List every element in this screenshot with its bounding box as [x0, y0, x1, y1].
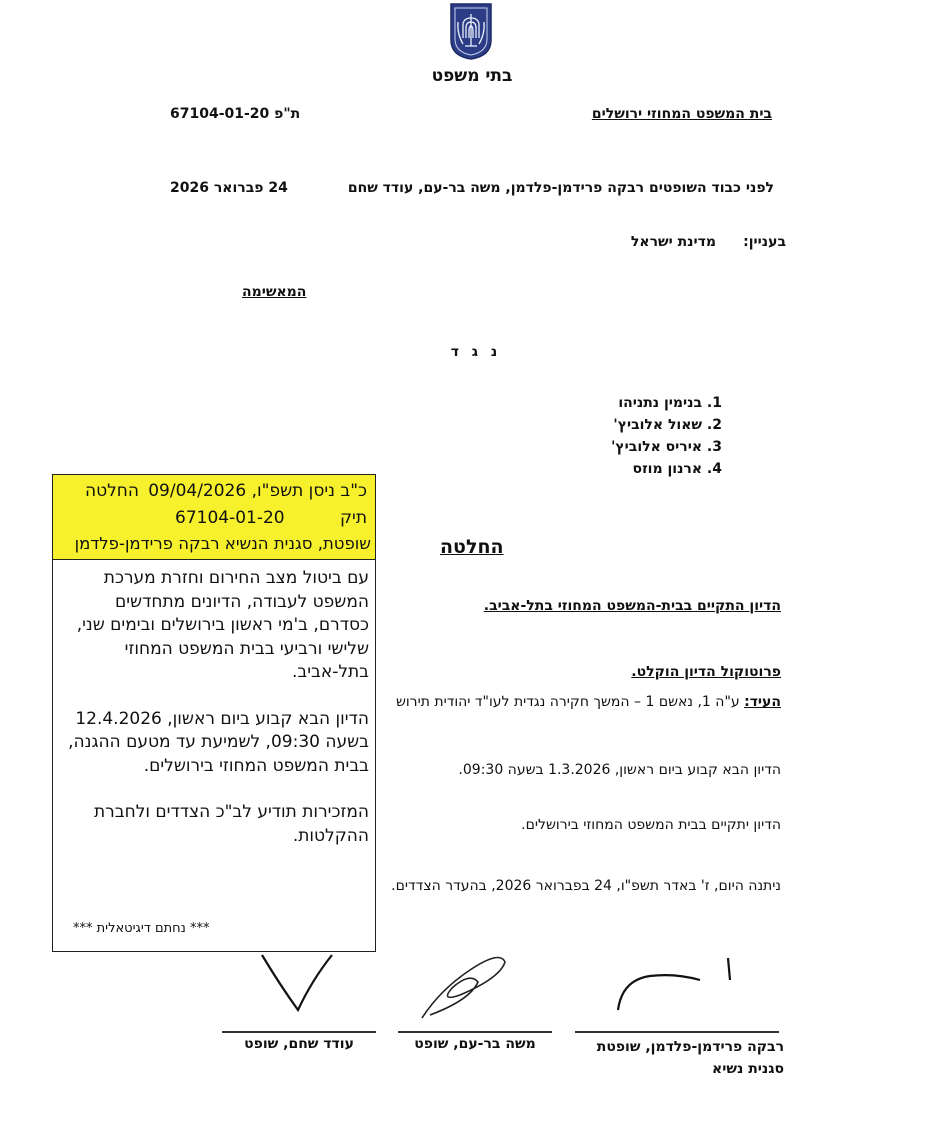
- handwritten-signatures: [0, 940, 944, 1035]
- judges-line: לפני כבוד השופטים רבקה פרידמן-פלדמן, משה בר-עם, עודד שחם: [347, 180, 774, 196]
- list-item: 4. ארנון מוזס: [632, 461, 722, 477]
- overlay-header: [53, 475, 375, 560]
- accuser-label: המאשימה: [242, 284, 307, 300]
- decision-title: החלטה: [440, 536, 504, 558]
- matter-value: מדינת ישראל: [630, 234, 716, 250]
- signature-judge-3: עודד שחם, שופט: [244, 1036, 354, 1052]
- list-item: 2. שאול אלוביץ': [613, 417, 722, 433]
- court-system-title: בתי משפט: [431, 66, 513, 86]
- overlay-type: החלטה: [85, 481, 140, 501]
- overlay-paragraph: הדיון הבא קבוע ביום ראשון, 12.4.2026 בשעה 09:30, לשמיעת עד מטעם ההגנה, בבית המשפט המחוזי בירושלים.: [68, 708, 369, 776]
- witness-text: ע"ה 1, נאשם 1 – המשך חקירה נגדית לעו"ד יהודית תירוש: [395, 694, 745, 710]
- overlay-paragraph: המזכירות תודיע לב"כ הצדדים ולחברת ההקלטות.: [93, 802, 369, 846]
- location-paragraph: הדיון יתקיים בבית המשפט המחוזי בירושלים.: [521, 817, 781, 833]
- signature-title: סגנית נשיא: [712, 1061, 784, 1077]
- venue-paragraph: הדיון התקיים בבית-המשפט המחוזי בתל-אביב.: [483, 598, 781, 614]
- overlay-judge: שופטת, סגנית הנשיא רבקה פרידמן-פלדמן: [74, 534, 371, 553]
- witness-paragraph: [396, 694, 781, 710]
- signature-line: [575, 1031, 779, 1033]
- overlay-hebrew-date: כ"ב ניסן תשפ"ו, 09/04/2026: [148, 481, 367, 501]
- signature-line: [398, 1031, 552, 1033]
- overlay-footer: *** נחתם דיגיטאלית ***: [73, 921, 210, 936]
- matter-label: בעניין:: [743, 234, 786, 250]
- signature-name: רבקה פרידמן-פלדמן, שופטת: [596, 1039, 784, 1055]
- overlay-body: [59, 567, 369, 871]
- signature-judge-1: [597, 1036, 784, 1080]
- next-hearing-paragraph: הדיון הבא קבוע ביום ראשון, 1.3.2026 בשעה 09:30.: [458, 762, 781, 778]
- signature-judge-2: משה בר-עם, שופט: [414, 1036, 536, 1052]
- defendants-list: [611, 392, 722, 480]
- case-number: ת"פ 67104-01-20: [170, 106, 301, 122]
- protocol-paragraph: פרוטוקול הדיון הוקלט.: [631, 664, 781, 680]
- overlay-paragraph: עם ביטול מצב החירום וחזרת מערכת המשפט לעבודה, הדיונים מתחדשים כסדרם, ב'מי ראשון בירושלים ובימים שני, שלישי ורביעי בבית המשפט המחוזי בתל-אביב.: [76, 568, 369, 682]
- state-emblem-icon: [449, 2, 493, 60]
- hearing-date: 24 פברואר 2026: [170, 180, 288, 196]
- overlay-file-number: 67104-01-20: [175, 508, 285, 528]
- versus-label: נ ג ד: [450, 344, 502, 360]
- court-name: בית המשפט המחוזי ירושלים: [591, 106, 772, 122]
- given-paragraph: ניתנה היום, ז' באדר תשפ"ו, 24 בפברואר 2026, בהעדר הצדדים.: [391, 878, 781, 894]
- digital-decision-overlay: [52, 474, 376, 952]
- witness-label: העיד:: [744, 694, 781, 710]
- list-item: 3. איריס אלוביץ': [611, 439, 722, 455]
- overlay-file-label: תיק: [339, 508, 367, 528]
- signature-line: [222, 1031, 376, 1033]
- list-item: 1. בנימין נתניהו: [618, 395, 722, 411]
